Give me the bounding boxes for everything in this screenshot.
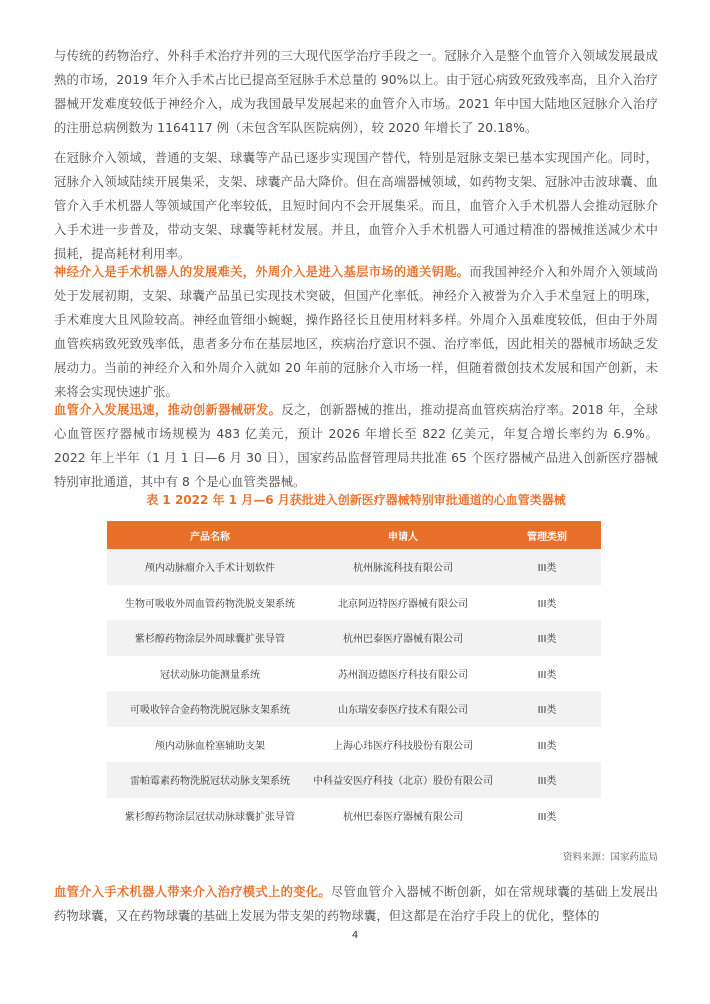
cell-class: III类 xyxy=(493,549,601,585)
table-row xyxy=(107,656,601,692)
cell-applicant: 杭州巴泰医疗器械有限公司 xyxy=(313,620,493,656)
paragraph-robot-change xyxy=(54,880,658,928)
cell-applicant: 中科益安医疗科技（北京）股份有限公司 xyxy=(313,762,493,798)
header-product-name: 产品名称 xyxy=(107,521,313,549)
cell-applicant: 杭州巴泰医疗器械有限公司 xyxy=(313,798,493,834)
paragraph-body: 在冠脉介入领域，普通的支架、球囊等产品已逐步实现国产替代，特别是冠脉支架已基本实现国产化。同时，冠脉介入领域陆续开展集采，支架、球囊产品大降价。但在高端器械领域，如药物支架、冠脉冲击波球囊、血管介入手术机器人等领域国产化率较低，且短时间内不会开展集采。而且，血管介入手术机器人会推动冠脉介入手术进一步普及，带动支架、球囊等耗材发展。并且，血管介入手术机器人可通过精准的器械推送减少术中损耗，提高耗材利用率。 xyxy=(54,151,658,261)
table-row xyxy=(107,762,601,798)
table-title: 表 1 2022 年 1 月—6 月获批进入创新医疗器械特别审批通道的心血管类器械 xyxy=(146,493,566,507)
paragraph-lead-highlight: 神经介入是手术机器人的发展难关，外周介入是进入基层市场的通关钥匙。 xyxy=(54,265,470,279)
cell-product: 紫杉醇药物涂层冠状动脉球囊扩张导管 xyxy=(107,798,313,834)
paragraph-neuro-peripheral xyxy=(54,260,658,404)
table-row xyxy=(107,620,601,656)
paragraph-coronary-domestic xyxy=(54,146,658,266)
header-management-class: 管理类别 xyxy=(493,521,601,549)
cell-product: 雷帕霉素药物洗脱冠状动脉支架系统 xyxy=(107,762,313,798)
cell-class: III类 xyxy=(493,585,601,621)
paragraph-coronary-market xyxy=(54,44,658,140)
page-number: 4 xyxy=(351,930,359,941)
cell-class: III类 xyxy=(493,727,601,763)
header-applicant: 申请人 xyxy=(313,521,493,549)
paragraph-body: 而我国神经介入和外周介入领域尚处于发展初期，支架、球囊产品虽已实现技术突破，但国产化率低。神经介入被誉为介入手术皇冠上的明珠，手术难度大且风险较高。神经血管细小蜿蜒，操作路径长且使用材料多样。外周介入虽难度较低，但由于外周血管疾病致死致残率低，患者多分布在基层地区，疾病治疗意识不强、治疗率低，因此相关的器械市场缺乏发展动力。当前的神经介入和外周介入就如 20 年前的冠脉介入市场一样，但随着微创技术发展和国产创新，未来将会实现快速扩张。 xyxy=(54,265,658,399)
cell-class: III类 xyxy=(493,762,601,798)
table-row xyxy=(107,727,601,763)
cell-product: 颅内动脉瘤介入手术计划软件 xyxy=(107,549,313,585)
paragraph-body: 尽管血管介入器械不断创新，如在常规球囊的基础上发展出药物球囊，又在药物球囊的基础上发展为带支架的药物球囊，但这都是在治疗手段上的优化，整体的 xyxy=(54,885,658,923)
table-row xyxy=(107,585,601,621)
cell-product: 颅内动脉血栓塞辅助支架 xyxy=(107,727,313,763)
paragraph-body: 与传统的药物治疗、外科手术治疗并列的三大现代医学治疗手段之一。冠脉介入是整个血管介入领域发展最成熟的市场，2019 年介入手术占比已提高至冠脉手术总量的 90%以上。由于冠心病致死致残率高，且介入治疗器械开发难度较低于神经介入，成为我国最早发展起来的血管介入市场。2021 年中国大陆地区冠脉介入治疗的注册总病例数为 1164117 例（未包含军队医院病例），较 2020 年增长了 20.18%。 xyxy=(54,49,658,135)
paragraph-lead-highlight: 血管介入发展迅速，推动创新器械研发。 xyxy=(54,403,282,417)
cell-applicant: 北京阿迈特医疗器械有限公司 xyxy=(313,585,493,621)
paragraph-lead-highlight: 血管介入手术机器人带来介入治疗模式上的变化。 xyxy=(54,885,331,899)
cell-class: III类 xyxy=(493,798,601,834)
cell-product: 冠状动脉功能测量系统 xyxy=(107,656,313,692)
cell-applicant: 山东瑞安泰医疗技术有限公司 xyxy=(313,691,493,727)
table-row xyxy=(107,798,601,834)
paragraph-body: 反之，创新器械的推出，推动提高血管疾病治疗率。2018 年，全球心血管医疗器械市场规模为 483 亿美元，预计 2026 年增长至 822 亿美元，年复合增长率约为 6.9%。2022 年上半年（1 月 1 日—6 月 30 日），国家药品监督管理局共批准 65 个医疗器械产品进入创新医疗器械特别审批通道，其中有 8 个是心血管类器械。 xyxy=(54,403,659,489)
cell-product: 紫杉醇药物涂层外周球囊扩张导管 xyxy=(107,620,313,656)
approved-devices-table xyxy=(107,521,601,833)
table-row xyxy=(107,691,601,727)
cell-product: 生物可吸收外周血管药物洗脱支架系统 xyxy=(107,585,313,621)
cell-class: III类 xyxy=(493,691,601,727)
cell-class: III类 xyxy=(493,656,601,692)
table-header-row xyxy=(107,521,601,549)
cell-applicant: 杭州脉流科技有限公司 xyxy=(313,549,493,585)
table-source-note: 资料来源：国家药监局 xyxy=(562,852,658,863)
paragraph-innovation xyxy=(54,398,658,494)
cell-applicant: 上海心玮医疗科技股份有限公司 xyxy=(313,727,493,763)
cell-applicant: 苏州润迈德医疗科技有限公司 xyxy=(313,656,493,692)
cell-class: III类 xyxy=(493,620,601,656)
cell-product: 可吸收锌合金药物洗脱冠脉支架系统 xyxy=(107,691,313,727)
table-row xyxy=(107,549,601,585)
